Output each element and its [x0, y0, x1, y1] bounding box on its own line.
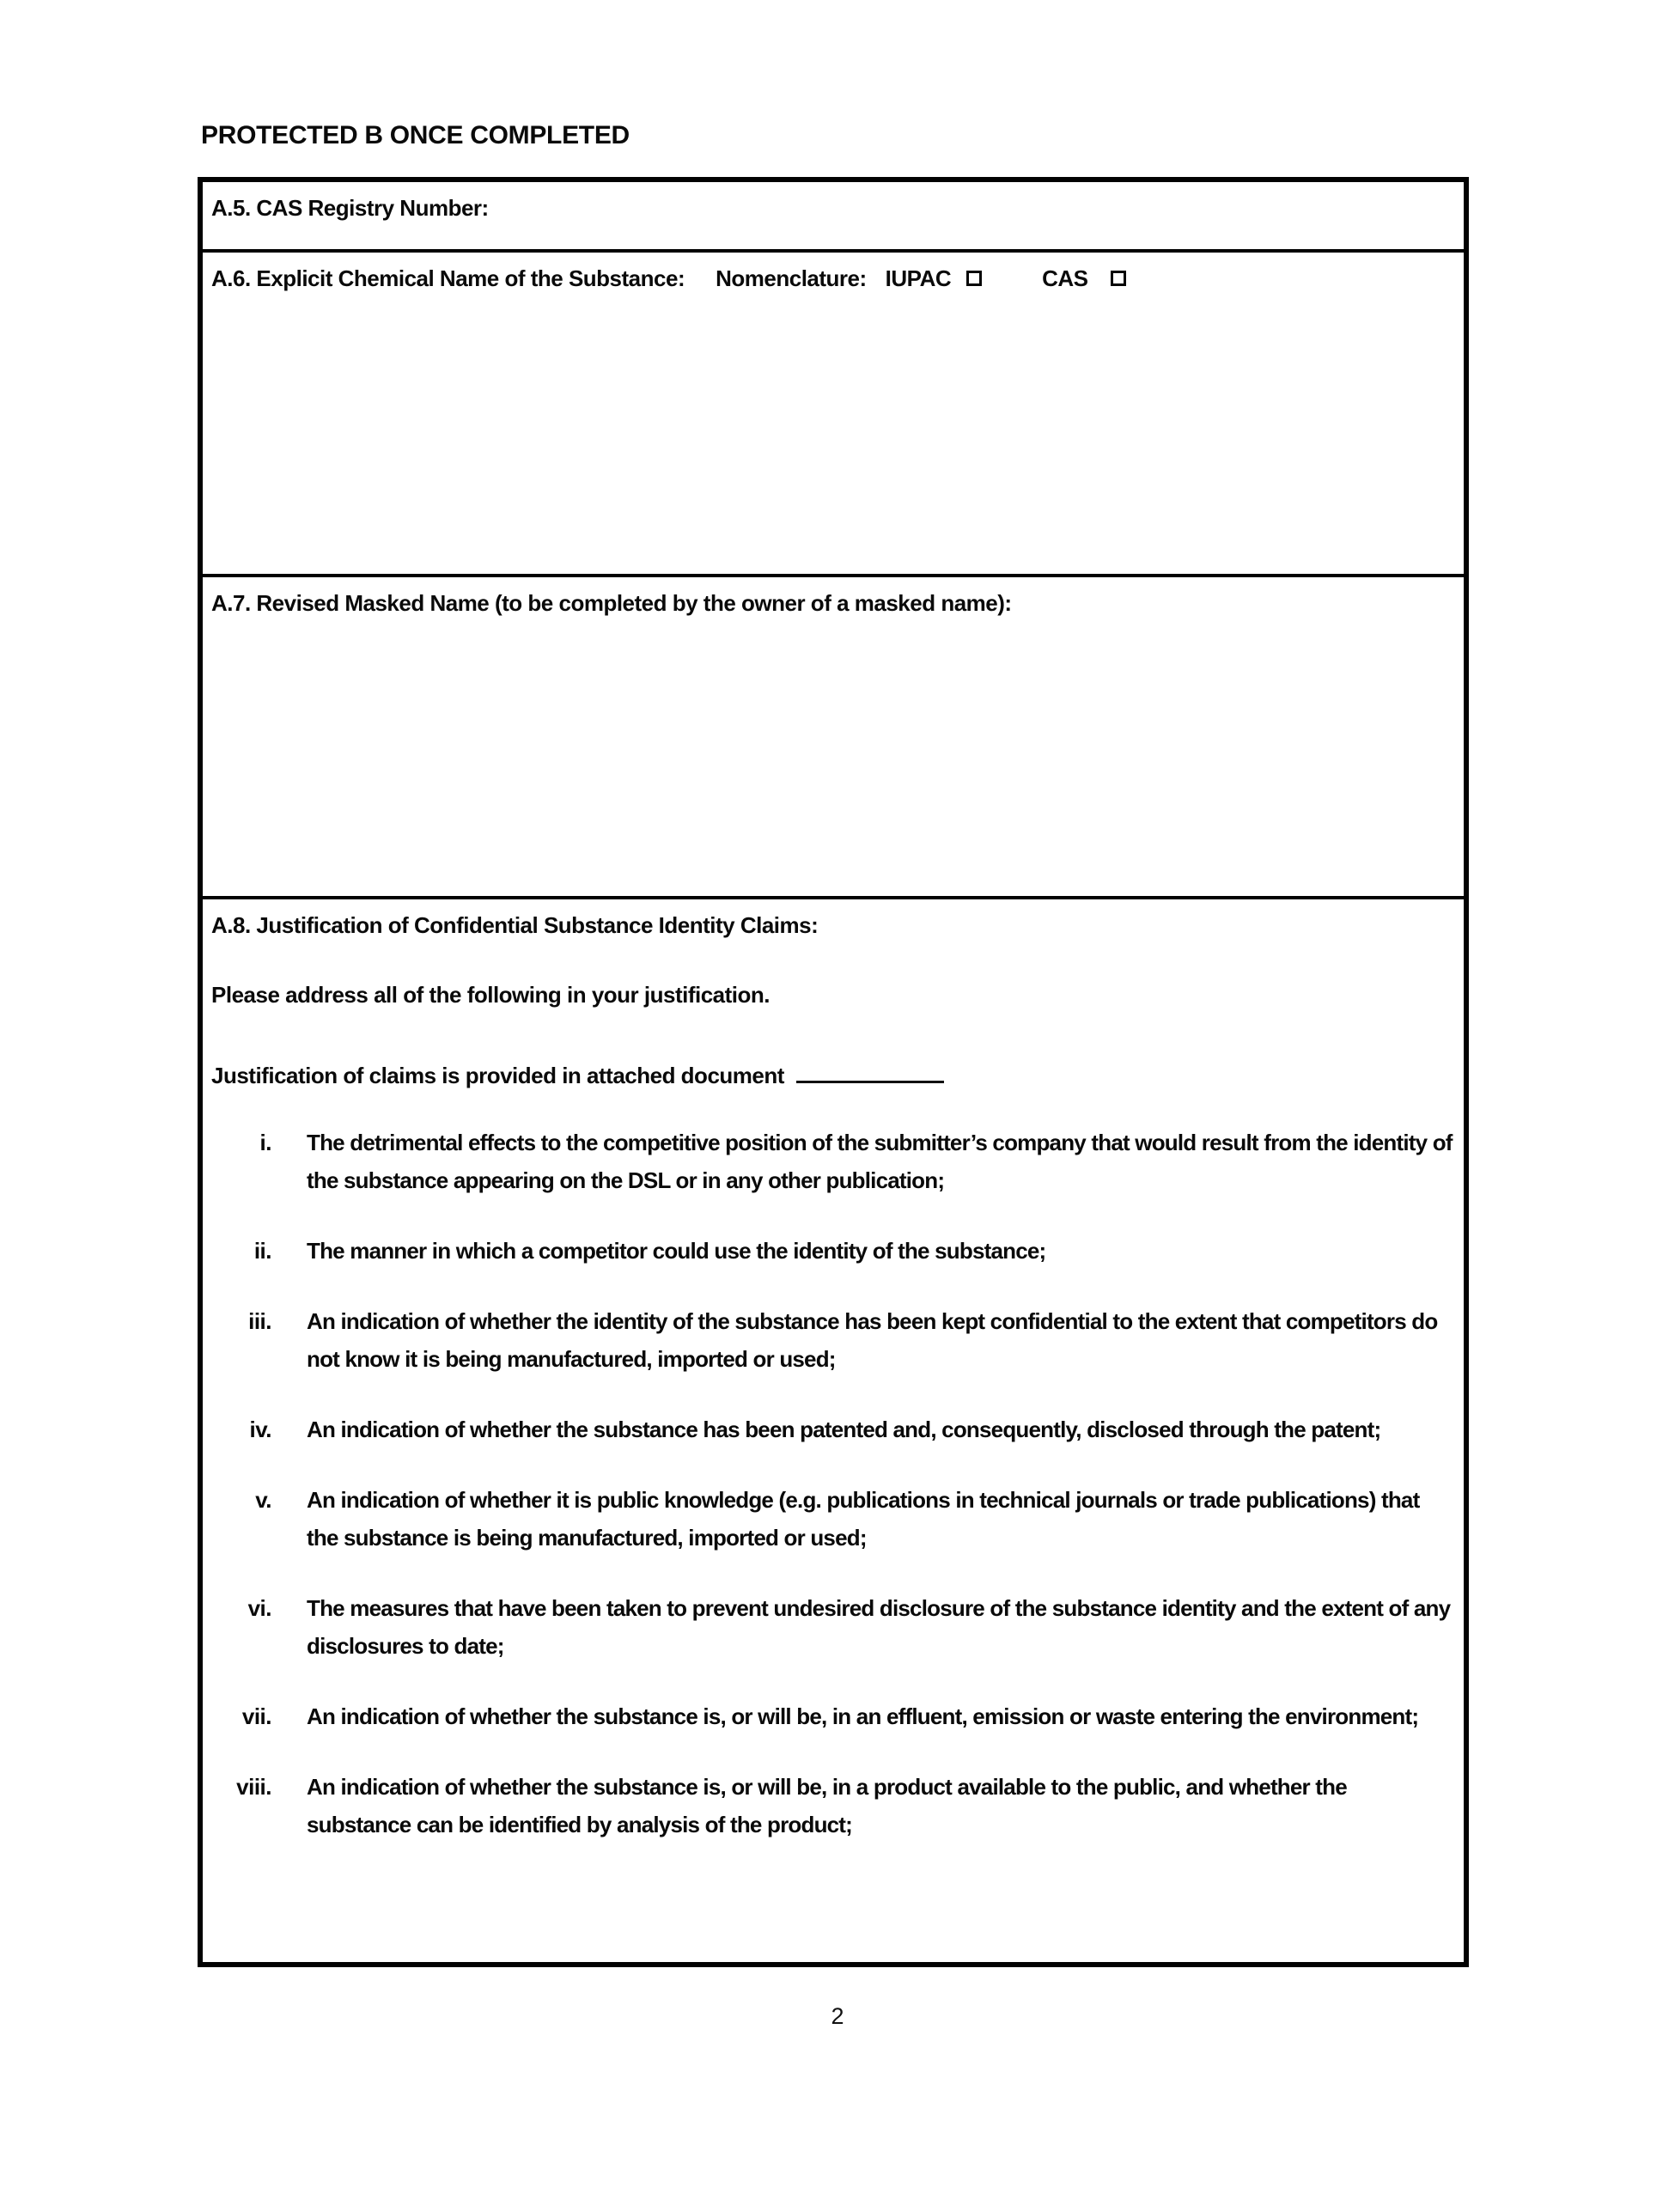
- item-text: An indication of whether the substance has been patented and, consequently, disclosed through the patent;: [307, 1417, 1381, 1442]
- item-numeral: vii.: [241, 1703, 271, 1729]
- justification-item-i: [211, 1124, 1453, 1199]
- a6-iupac-label: IUPAC: [885, 265, 952, 291]
- item-text: An indication of whether it is public knowledge (e.g. publications in technical journals or trade publications) that the substance is being manufactured, imported or used;: [307, 1487, 1420, 1551]
- item-text: An indication of whether the substance is, or will be, in an effluent, emission or waste entering the environment;: [307, 1703, 1419, 1729]
- section-a6: [203, 253, 1464, 577]
- justification-item-viii: [211, 1768, 1453, 1843]
- item-numeral: ii.: [253, 1238, 271, 1264]
- item-numeral: v.: [255, 1487, 271, 1513]
- justification-item-vi: [211, 1589, 1453, 1665]
- justification-item-iii: [211, 1302, 1453, 1378]
- a6-label: A.6. Explicit Chemical Name of the Substance:: [211, 265, 685, 291]
- iupac-checkbox[interactable]: [966, 271, 982, 286]
- section-a8: [203, 899, 1464, 1962]
- cas-checkbox[interactable]: [1111, 271, 1126, 286]
- justification-items-list: [211, 1124, 1453, 1843]
- justification-item-vii: [211, 1697, 1453, 1735]
- a6-cas-label: CAS: [1042, 265, 1088, 291]
- item-text: An indication of whether the identity of the substance has been kept confidential to the extent that competitors do not know it is being manufactured, imported or used;: [307, 1308, 1438, 1372]
- justification-item-v: [211, 1481, 1453, 1557]
- a8-attachment-line: [211, 1057, 1453, 1094]
- item-text: The measures that have been taken to prevent undesired disclosure of the substance identity and the extent of any disclosures to date;: [307, 1595, 1451, 1659]
- section-a7: [203, 577, 1464, 899]
- a6-input-area[interactable]: [211, 297, 1453, 572]
- item-numeral: vi.: [247, 1595, 271, 1621]
- form-table: [198, 177, 1469, 1967]
- section-a5: [203, 182, 1464, 253]
- a6-nomenclature-label: Nomenclature:: [716, 265, 867, 291]
- justification-item-ii: [211, 1232, 1453, 1270]
- justification-item-iv: [211, 1411, 1453, 1448]
- a5-label: A.5. CAS Registry Number:: [211, 195, 489, 221]
- a8-instruction: Please address all of the following in your justification.: [211, 982, 770, 1008]
- a7-label: A.7. Revised Masked Name (to be completed by the owner of a masked name):: [211, 590, 1012, 616]
- a8-label: A.8. Justification of Confidential Substance Identity Claims:: [211, 912, 819, 938]
- a6-header-row: [211, 259, 1453, 297]
- a7-input-area[interactable]: [211, 622, 1453, 893]
- item-numeral: i.: [259, 1130, 271, 1155]
- classification-banner: PROTECTED B ONCE COMPLETED: [201, 121, 630, 149]
- item-text: The detrimental effects to the competitive position of the submitter’s company that would result from the identity of the substance appearing on the DSL or in any other publication;: [307, 1130, 1453, 1193]
- a5-input-area[interactable]: [211, 227, 1453, 247]
- item-text: An indication of whether the substance is, or will be, in a product available to the public, and whether the substance can be identified by analysis of the product;: [307, 1774, 1347, 1837]
- item-numeral: iv.: [249, 1417, 271, 1442]
- item-numeral: viii.: [236, 1774, 271, 1800]
- a8-attachment-text: Justification of claims is provided in attached document: [211, 1063, 784, 1088]
- item-text: The manner in which a competitor could use the identity of the substance;: [307, 1238, 1046, 1264]
- item-numeral: iii.: [248, 1308, 271, 1334]
- attachment-blank-field[interactable]: [796, 1057, 944, 1083]
- page-number: 2: [831, 2003, 844, 2029]
